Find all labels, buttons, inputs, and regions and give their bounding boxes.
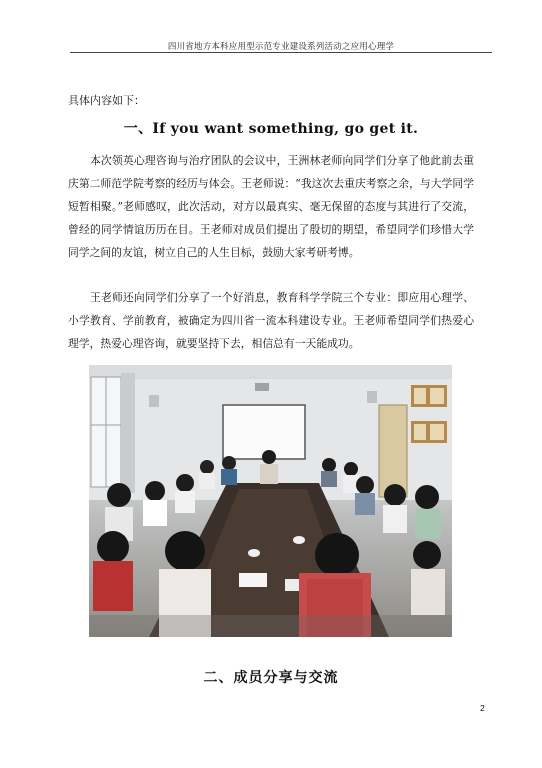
section-heading-1: 一、If you want something, go get it. xyxy=(123,121,419,137)
intro-text: 具体内容如下： xyxy=(68,94,145,107)
page-number: 2 xyxy=(480,703,485,713)
section-heading-2: 二、成员分享与交流 xyxy=(203,670,339,686)
paragraph-1: 本次领英心理咨询与治疗团队的会议中，王洲林老师向同学们分享了他此前去重庆第二师范学院考察的经历与体会。王老师说：“我这次去重庆考察之余，与大学同学短暂相聚。”老师感叹，此次活动，对方以最真实、毫无保留的态度与其进行了交流，曾经的同学情谊历历在目。王老师对成员们提出了殷切的期望，希望同学们珍惜大学同学之间的友谊，树立自己的人生目标，鼓励大家考研考博。 xyxy=(68,154,474,259)
header-divider xyxy=(70,52,492,53)
meeting-photo xyxy=(89,365,452,637)
running-header: 四川省地方本科应用型示范专业建设系列活动之应用心理学 xyxy=(167,42,395,52)
paragraph-2: 王老师还向同学们分享了一个好消息，教育科学学院三个专业：即应用心理学、小学教育、学前教育，被确定为四川省一流本科建设专业。王老师希望同学们热爱心理学，热爱心理咨询，就要坚持下去，相信总有一天能成功。 xyxy=(68,291,474,350)
